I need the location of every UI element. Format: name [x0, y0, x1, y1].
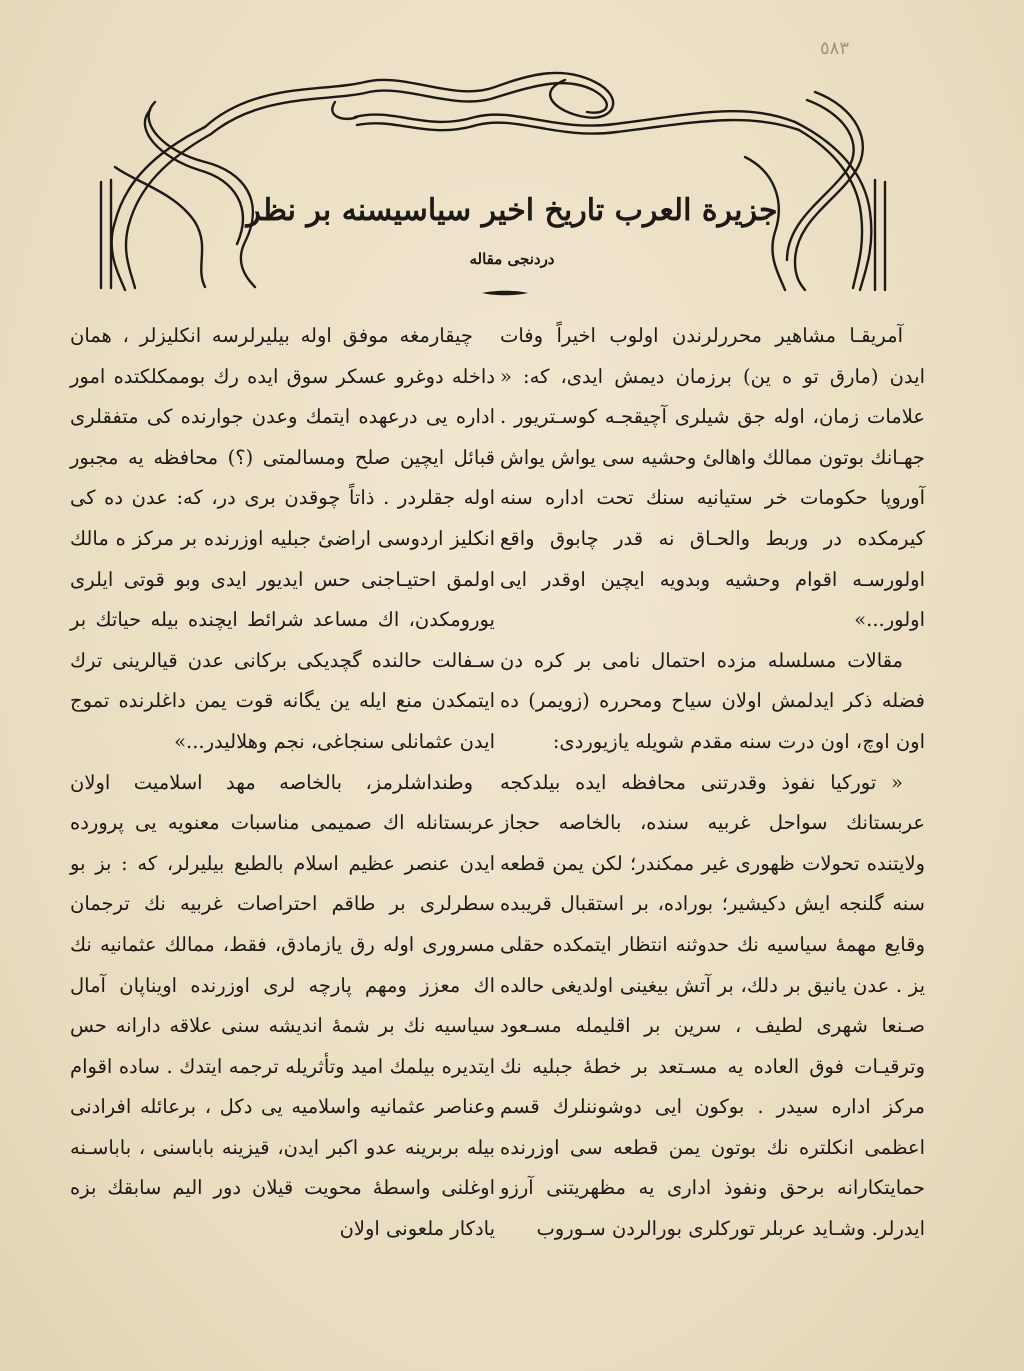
text-column-right: [500, 316, 925, 1250]
title-divider: [480, 290, 530, 296]
paragraph: مقالات مسلسله مزده احتمال نامى بر كره دن فضله ذكر ايدلمش اولان سياح ومحرره (زويمر) ده اون اوچ، اون درت سنه مقدم شويله يازيوردى:: [500, 648, 925, 753]
text-column-left: [70, 316, 495, 1250]
paragraph: وطنداشلرمز، بالخاصه مهد اسلاميت اولان عربستانله اك صميمى مناسبات معنويه يى پرورده ايدن عنصر عظيم اسلام بالطبع بيليرلر، كه : بز بو سطرلرى بر طاقم احتراصات غربيه نك ترجمان مسرورى اوله رق يازمادق، فقط، ممالك عثمانيه نك اك معزز ومهم پارچه لرى اوزرنده اويناپان آمال سياسيه نك بر شمهٔ انديشه سنى علاقه دارانه حس ايتديره بيلمك اميد وتأثريله ترجمه ايتدك . ساده اقوام وعناصر عثمانيه واسلاميه يى دكل ، برعائله افرادنى بيله بربرينه عدو اكبر ايدن، قيزينه باباسنى ، باباسـنه اوغلنى واسطهٔ محويت قيلان دور اليم سابقك بزه يادكار ملعونى اولان: [70, 770, 495, 1241]
paragraph: « توركيا نفوذ وقدرتنى محافظه ايده بيلدكجه عربستانك سواحل غربيه سنده، بالخاصه حجاز ولايتنده تحولات ظهورى غير ممكندر؛ لكن يمن قطعه سنه گلنجه ايش دكيشير؛ بوراده، بر استقبال قريبده وقايع مهمهٔ سياسيه نك حدوثنه انتظار ايتمكده حقلى يز . عدن يانيق بر دلك، بر آتش بيغينى اولديغى حالده صـنعا شهرى لطيف ، سرين بر اقليمله مسـعود وترقيـات فوق العاده يه مسـتعد بر خطهٔ جبليه نك مركز اداره سيدر . بوكون ايى دوشوننلرك قسم اعظمى انكلتره نك بوتون يمن قطعه سى اوزرنده حمايتكارانه برحق ونفوذ ادارى يه مظهريتنى آرزو ايدرلر. وشـايد عربلر توركلرى بورالردن سـوروب: [500, 770, 925, 1241]
article-title: جزيرة العرب تاريخ اخير سياسيسنه بر نظر: [246, 193, 778, 228]
paragraph: چيقارمغه موفق اوله بيليرلرسه انكليزلر ، همان داخله دوغرو عسكر سوق ايده رك بوممكلكتده امور اداره يى درعهده ايتمك وعدن جوارنده كى متفقلرى قبائل ايچين صلح ومسالمتى (؟) محافظه يه مجبور اوله جقلردر . ذاتاً چوقدن برى در، كه: عدن ده كى انكليز اردوسى اراضئ جبليه اوزرنده بر مركز ه مالك اولمق احتيـاجنى حس ايديور ايدى وبو قوتى ايلرى يورومكدن، اك مساعد شرائط ايچنده بيله حياتك بر سـفالت حالنده گچديكى بركانى عدن قيالرينى ترك ايتمكدن منع ايله ين يگانه قوت يمن داغلرنده تموج ايدن عثمانلى سنجاغى، نجم وهلاليدر...»: [70, 324, 495, 753]
article-subtitle: دردنجی مقاله: [469, 250, 555, 268]
paragraph: آمريقـا مشاهير محررلرندن اولوب اخيراً وفات ايدن (مارق تو ه ين) برزمان ديمش ايدى، كه: « علامات زمان، اوله جق شيلرى آچيقجـه كوسـتريور . جهـانك بوتون ممالك واهالئ وحشيه سى يواش يواش آوروپا حكومات خر ستيانيه سنك تحت اداره سنه كيرمكده در وربط والحـاق نه قدر چابوق واقع اولورسـه اقوام وحشيه وبدويه ايچين اوقدر ايى اولور...»: [500, 324, 925, 632]
page-number: ٥٨٣: [819, 38, 849, 59]
